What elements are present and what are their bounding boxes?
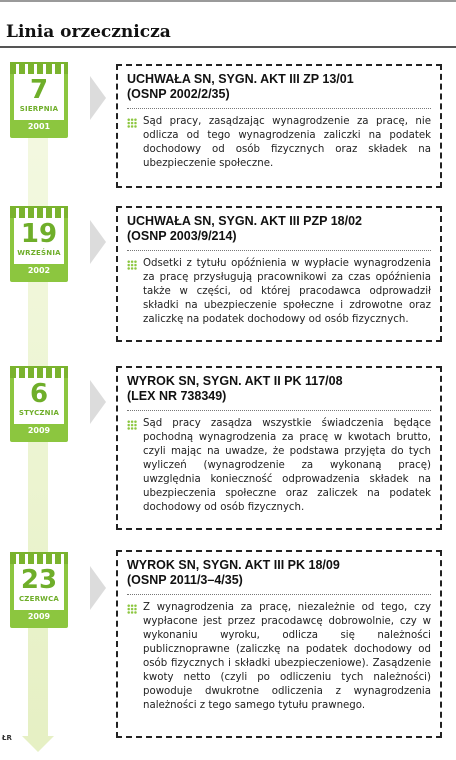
- card-divider: [127, 594, 431, 595]
- ruling-heading-line1: WYROK SN, SYGN. AKT II PK 117/08: [127, 374, 343, 388]
- ruling-text: Sąd pracy zasądza wszystkie świadczenia będące pochodną wynagrodzenia za pracę w kwotach brutto, czyli mając na uwadze, że podstawa przyjęta do tych wyliczeń (wynagrodzenie za wykonaną pracę) uwzględnia konieczność odprowadzenia składek na ubezpieczenia społeczne oraz zaliczek na podatek dochodowy od osób fizycznych.: [143, 418, 431, 513]
- page-title: Linia orzecznicza: [6, 22, 171, 42]
- ruling-heading-line1: WYROK SN, SYGN. AKT III PK 18/09: [127, 558, 340, 572]
- ruling-body: [127, 417, 431, 515]
- ruling-heading-line2: (OSNP 2011/3–4/35): [127, 573, 243, 587]
- top-rule: [0, 0, 456, 2]
- chevron-right-icon: [90, 380, 106, 424]
- calendar-binding-icon: [10, 552, 68, 564]
- ruling-heading: [127, 214, 431, 244]
- ruling-body: [127, 601, 431, 713]
- date-month: STYCZNIA: [18, 409, 60, 417]
- date-month: WRZEŚNIA: [17, 249, 61, 257]
- ruling-heading-line2: (OSNP 2002/2/35): [127, 87, 230, 101]
- date-month: SIERPNIA: [19, 105, 59, 113]
- date-day: 19: [20, 219, 58, 249]
- dotted-square-icon: [127, 118, 137, 128]
- chevron-right-icon: [90, 566, 106, 610]
- ruling-text: Odsetki z tytułu opóźnienia w wypłacie wynagrodzenia za pracę przysługują pracownikowi za czas opóźnienia także w części, od której pracodawca odprowadził składki na ubezpieczenie społeczne i zdrowotne oraz zaliczkę na podatek dochodowy od osób fizycznych.: [143, 258, 431, 325]
- ruling-body: [127, 115, 431, 171]
- date-year: 2001: [14, 120, 64, 134]
- dotted-square-icon: [127, 604, 137, 614]
- calendar-binding-icon: [10, 366, 68, 378]
- ruling-heading-line2: (LEX NR 738349): [127, 389, 227, 403]
- date-day: 7: [29, 75, 49, 105]
- ruling-heading-line1: UCHWAŁA SN, SYGN. AKT III ZP 13/01: [127, 72, 354, 86]
- ruling-heading: [127, 558, 431, 588]
- card-divider: [127, 250, 431, 251]
- dotted-square-icon: [127, 420, 137, 430]
- date-year: 2009: [14, 424, 64, 438]
- ruling-card: [116, 366, 442, 530]
- ruling-text: Sąd pracy, zasądzając wynagrodzenie za pracę, nie odlicza od tego wynagrodzenia zaliczki na podatek dochodowy od osób fizycznych oraz składek na ubezpieczenie społeczne.: [143, 116, 431, 169]
- date-day: 6: [29, 379, 49, 409]
- ruling-heading: [127, 374, 431, 404]
- ruling-text: Z wynagrodzenia za pracę, niezależnie od tego, czy wypłacone jest przez pracodawcę dobrowolnie, czy w wykonaniu wyroku, odlicza się należności publicznoprawne (zaliczkę na podatek dochodowy od osób fizycznych i składki ubezpieczeniowe). Zasądzenie kwoty netto (czyli po odliczeniu tych należności) powoduje dwukrotne odliczenia z wynagrodzenia należności z tego samego tytułu prawnego.: [143, 602, 431, 711]
- date-month: CZERWCA: [18, 595, 60, 603]
- ruling-body: [127, 257, 431, 327]
- chevron-right-icon: [90, 220, 106, 264]
- card-divider: [127, 410, 431, 411]
- card-divider: [127, 108, 431, 109]
- ruling-card: [116, 206, 442, 342]
- ruling-heading-line2: (OSNP 2003/9/214): [127, 229, 237, 243]
- ruling-heading-line1: UCHWAŁA SN, SYGN. AKT III PZP 18/02: [127, 214, 362, 228]
- ruling-card: [116, 550, 442, 738]
- date-badge: [10, 210, 68, 282]
- date-year: 2002: [14, 264, 64, 278]
- chevron-right-icon: [90, 76, 106, 120]
- timeline-arrow-tip: [22, 736, 54, 752]
- ruling-heading: [127, 72, 431, 102]
- calendar-binding-icon: [10, 206, 68, 218]
- dotted-square-icon: [127, 260, 137, 270]
- title-rule: [0, 46, 456, 48]
- date-badge: [10, 556, 68, 628]
- date-year: 2009: [14, 610, 64, 624]
- author-credit: ŁR: [2, 734, 12, 742]
- ruling-card: [116, 64, 442, 188]
- calendar-binding-icon: [10, 62, 68, 74]
- date-badge: [10, 66, 68, 138]
- date-badge: [10, 370, 68, 442]
- date-day: 23: [20, 565, 58, 595]
